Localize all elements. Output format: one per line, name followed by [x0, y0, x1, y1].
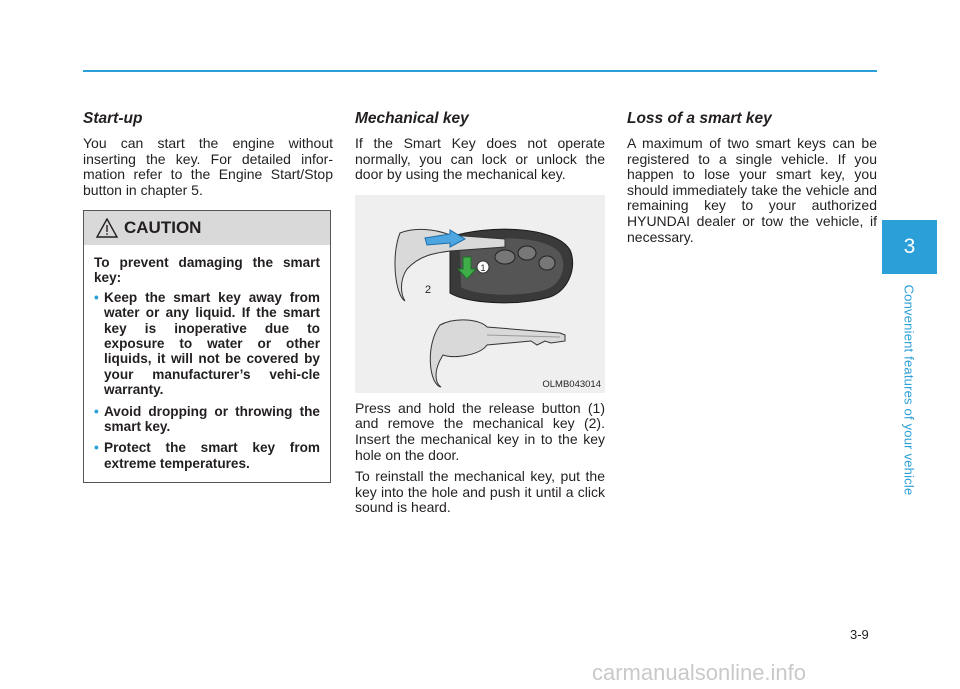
- column-mechanical-key: [355, 110, 605, 516]
- caution-box: [83, 210, 331, 483]
- mechanical-para2: Press and hold the release button (1) and remove the mechanical key (2). Insert the mechanical key in to the key hole on the door.: [355, 399, 605, 463]
- mechanical-text: If the Smart Key does not operate normally, you can lock or unlock the door by using the mechanical key.: [355, 135, 605, 183]
- loss-heading: Loss of a smart key: [627, 110, 772, 127]
- caution-body: [84, 245, 330, 471]
- top-rule: [83, 70, 877, 72]
- smart-key-figure: [355, 195, 605, 393]
- startup-heading: Start-up: [83, 110, 143, 127]
- caution-intro: To prevent damaging the smart key:: [94, 255, 320, 286]
- callout-2: 2: [425, 283, 432, 296]
- caution-item: [94, 404, 320, 435]
- bullet-icon: •: [94, 440, 99, 456]
- page-number: 3-9: [850, 627, 869, 642]
- caution-item: [94, 440, 320, 471]
- column-startup: [83, 110, 333, 198]
- caution-title: CAUTION: [124, 218, 202, 237]
- caution-item: [94, 290, 320, 398]
- caution-item-text: Avoid dropping or throwing the smart key.: [104, 403, 320, 435]
- watermark: carmanualsonline.info: [592, 660, 807, 685]
- caution-item-text: Protect the smart key from extreme temperatures.: [104, 440, 320, 471]
- caution-list: [94, 290, 320, 471]
- loss-text: A maximum of two smart keys can be registered to a single vehicle. If you happen to lose your smart key, you should immediately take the vehicle and remaining key to your authorized HYUNDAI dealer or tow the vehicle, if necessary.: [627, 135, 877, 245]
- caution-item-text: Keep the smart key away from water or any liquid. If the smart key is inoperative due to exposure to water or other liquids, it will not be covered by your manufacturer’s vehi-cle warranty.: [104, 289, 320, 398]
- startup-text: You can start the engine without inserting the key. For detailed infor-mation refer to the Engine Start/Stop button in chapter 5.: [83, 135, 333, 198]
- callout-1: 1: [480, 262, 486, 273]
- warning-triangle-icon: [96, 218, 118, 238]
- chapter-tab: 3: [882, 220, 937, 274]
- caution-header: [84, 211, 330, 245]
- mechanical-para3: To reinstall the mechanical key, put the key into the hole and push it until a click sound is heard.: [355, 468, 605, 516]
- mechanical-heading: Mechanical key: [355, 110, 469, 127]
- smart-key-illustration: [355, 195, 605, 393]
- bullet-icon: •: [94, 289, 99, 305]
- figure-caption: OLMB043014: [542, 378, 601, 390]
- bullet-icon: •: [94, 403, 99, 419]
- chapter-title: Convenient features of your vehicle: [901, 284, 917, 496]
- column-loss: [627, 110, 877, 245]
